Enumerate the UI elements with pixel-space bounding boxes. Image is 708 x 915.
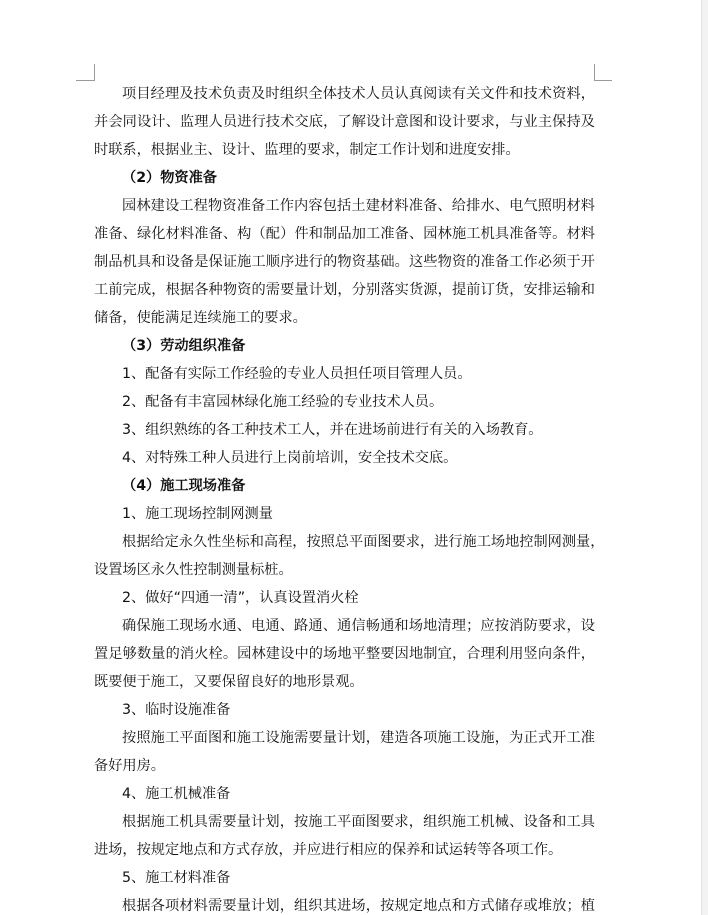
paragraph-line (94, 248, 595, 276)
paragraph-line-text: 园林建设工程物资准备工作内容包括土建材料准备、给排水、电气照明材料 (122, 198, 595, 214)
paragraph-line-text: 2、做好“四通一清”，认真设置消火栓 (122, 590, 359, 606)
paragraph-line (94, 892, 595, 915)
paragraph-line-text: 既要便于施工，又要保留良好的地形景观。 (94, 674, 364, 690)
crop-mark-top-left (94, 64, 95, 81)
paragraph-line-text: 3、组织熟练的各工种技术工人，并在进场前进行有关的入场教育。 (122, 422, 543, 438)
paragraph-line (94, 780, 595, 808)
paragraph-line (94, 136, 595, 164)
paragraph-line-text: 确保施工现场水通、电通、路通、通信畅通和场地清理；应按消防要求，设 (122, 618, 595, 634)
paragraph-line-text: 按照施工平面图和施工设施需要量计划，建造各项施工设施，为正式开工准 (122, 730, 595, 746)
paragraph-line-text: 储备，使能满足连续施工的要求。 (94, 310, 307, 326)
vertical-scrollbar[interactable] (701, 0, 708, 915)
paragraph-line-text: 准备、绿化材料准备、构（配）件和制品加工准备、园林施工机具准备等。材料 (94, 226, 595, 242)
paragraph-line (94, 584, 595, 612)
paragraph-line-text: 工前完成，根据各种物资的需要量计划，分别落实货源，提前订货，安排运输和 (94, 282, 595, 298)
paragraph-line (94, 556, 595, 584)
paragraph-line-text: 4、对特殊工种人员进行上岗前培训，安全技术交底。 (122, 450, 458, 466)
section-heading (94, 472, 595, 500)
paragraph-line (94, 668, 595, 696)
paragraph-line-text: 设置场区永久性控制测量标桩。 (94, 562, 293, 578)
paragraph-line (94, 528, 605, 556)
paragraph-line (94, 640, 595, 668)
paragraph-line (94, 80, 595, 108)
section-heading (94, 332, 595, 360)
paragraph-line-text: 1、配备有实际工作经验的专业人员担任项目管理人员。 (122, 366, 472, 382)
paragraph-line (94, 192, 595, 220)
paragraph-line-text: 1、施工现场控制网测量 (122, 506, 273, 522)
document-body (94, 80, 605, 915)
paragraph-line (94, 304, 595, 332)
paragraph-line (94, 500, 595, 528)
paragraph-line-text: 置足够数量的消火栓。园林建设中的场地平整要因地制宜，合理利用竖向条件， (94, 646, 595, 662)
crop-mark-top-right (594, 64, 595, 81)
paragraph-line (94, 752, 595, 780)
paragraph-line (94, 836, 595, 864)
paragraph-line-text: 4、施工机械准备 (122, 786, 231, 802)
paragraph-line-text: 制品机具和设备是保证施工顺序进行的物资基础。这些物资的准备工作必须于开 (94, 254, 595, 270)
paragraph-line (94, 724, 595, 752)
paragraph-line-text: 根据各项材料需要量计划，组织其进场，按规定地点和方式储存或堆放；植 (122, 898, 595, 914)
paragraph-line (94, 220, 595, 248)
section-heading-text: （2）物资准备 (122, 170, 217, 186)
paragraph-line-text: 备好用房。 (94, 758, 165, 774)
paragraph-line-text: 并会同设计、监理人员进行技术交底，了解设计意图和设计要求，与业主保持及 (94, 114, 595, 130)
paragraph-line-text: 2、配备有丰富园林绿化施工经验的专业技术人员。 (122, 394, 444, 410)
paragraph-line (94, 808, 595, 836)
paragraph-line-text: 进场，按规定地点和方式存放，并应进行相应的保养和试运转等各项工作。 (94, 842, 563, 858)
crop-mark-top-left-horizontal (76, 80, 94, 81)
paragraph-line (94, 696, 595, 724)
paragraph-line (94, 360, 595, 388)
paragraph-line-text: 项目经理及技术负责及时组织全体技术人员认真阅读有关文件和技术资料， (122, 86, 595, 102)
paragraph-line (94, 864, 595, 892)
paragraph-line (94, 276, 595, 304)
paragraph-line (94, 388, 595, 416)
crop-mark-top-right-horizontal (594, 80, 612, 81)
paragraph-line (94, 108, 595, 136)
section-heading-text: （3）劳动组织准备 (122, 338, 246, 354)
section-heading (94, 164, 595, 192)
section-heading-text: （4）施工现场准备 (122, 478, 246, 494)
paragraph-line-text: 3、临时设施准备 (122, 702, 231, 718)
paragraph-line-text: 5、施工材料准备 (122, 870, 231, 886)
paragraph-line-text: 时联系，根据业主、设计、监理的要求，制定工作计划和进度安排。 (94, 142, 520, 158)
paragraph-line (94, 612, 595, 640)
paragraph-line-text: 根据给定永久性坐标和高程，按照总平面图要求，进行施工场地控制网测量， (122, 534, 605, 550)
paragraph-line-text: 根据施工机具需要量计划，按施工平面图要求，组织施工机械、设备和工具 (122, 814, 595, 830)
paragraph-line (94, 444, 595, 472)
paragraph-line (94, 416, 595, 444)
